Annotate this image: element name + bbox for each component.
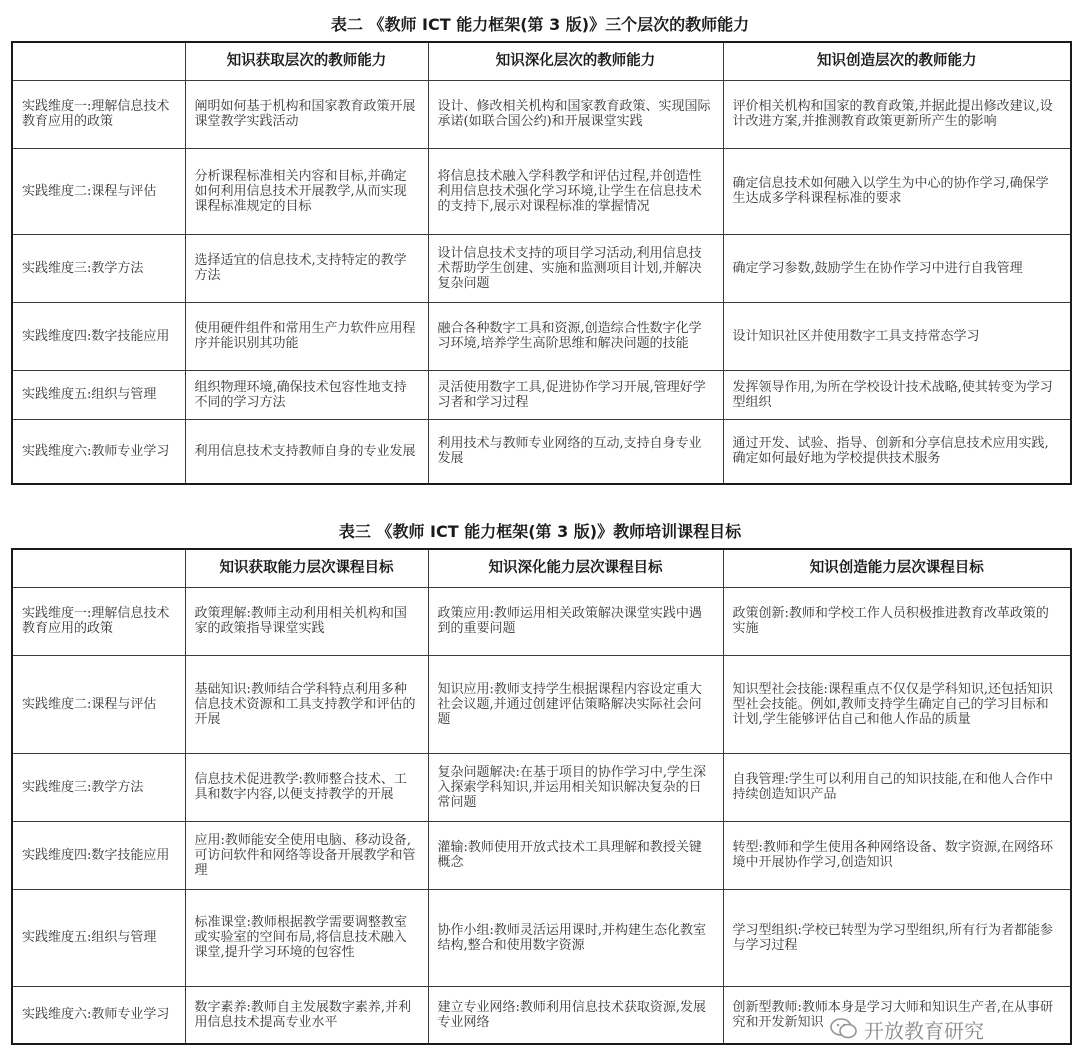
table-cell: 数字素养:教师自主发展数字素养,并利用信息技术提高专业水平 [185,986,428,1044]
row-header-cell: 实践维度五:组织与管理 [12,370,185,419]
table-row [12,370,1071,419]
column-header: 知识获取能力层次课程目标 [185,549,428,587]
table-cell: 选择适宜的信息技术,支持特定的教学方法 [185,234,428,302]
table-cell: 知识应用:教师支持学生根据课程内容设定重大社会议题,并通过创建评估策略解决实际社会问题 [428,655,723,753]
table-cell: 确定信息技术如何融入以学生为中心的协作学习,确保学生达成多学科课程标准的要求 [723,148,1071,234]
table-cell: 复杂问题解决:在基于项目的协作学习中,学生深入探索学科知识,并运用相关知识解决复杂的日常问题 [428,753,723,821]
table-cell: 灵活使用数字工具,促进协作学习开展,管理好学习者和学习过程 [428,370,723,419]
table-cell: 设计、修改相关机构和国家教育政策、实现国际承诺(如联合国公约)和开展课堂实践 [428,80,723,148]
table-cell: 组织物理环境,确保技术包容性地支持不同的学习方法 [185,370,428,419]
header-row [12,42,1071,80]
watermark-text: 开放教育研究 [864,1018,984,1043]
table-row [12,234,1071,302]
table-cell: 自我管理:学生可以利用自己的知识技能,在和他人合作中持续创造知识产品 [723,753,1071,821]
table-cell: 确定学习参数,鼓励学生在协作学习中进行自我管理 [723,234,1071,302]
row-header-cell: 实践维度六:教师专业学习 [12,986,185,1044]
column-header: 知识获取层次的教师能力 [185,42,428,80]
row-header-cell: 实践维度二:课程与评估 [12,655,185,753]
table-cell: 设计知识社区并使用数字工具支持常态学习 [723,302,1071,370]
table-cell: 分析课程标准相关内容和目标,并确定如何利用信息技术开展教学,从而实现课程标准规定的目标 [185,148,428,234]
table3 [11,548,1072,1045]
watermark [830,1010,1070,1048]
table-cell: 设计信息技术支持的项目学习活动,利用信息技术帮助学生创建、实施和监测项目计划,并解决复杂问题 [428,234,723,302]
table-cell: 灌输:教师使用开放式技术工具理解和教授关键概念 [428,821,723,889]
table-cell: 信息技术促进教学:教师整合技术、工具和数字内容,以便支持教学的开展 [185,753,428,821]
table-cell: 应用:教师能安全使用电脑、移动设备,可访问软件和网络等设备开展教学和管理 [185,821,428,889]
table2 [11,41,1072,485]
row-header-cell: 实践维度二:课程与评估 [12,148,185,234]
table-row [12,587,1071,655]
table-cell: 建立专业网络:教师利用信息技术获取资源,发展专业网络 [428,986,723,1044]
table-row [12,148,1071,234]
table-cell: 利用信息技术支持教师自身的专业发展 [185,419,428,484]
table-cell: 利用技术与教师专业网络的互动,支持自身专业发展 [428,419,723,484]
column-header: 知识创造层次的教师能力 [723,42,1071,80]
header-row [12,549,1071,587]
wechat-icon [830,1017,858,1041]
table-row [12,655,1071,753]
table-cell: 将信息技术融入学科教学和评估过程,并创造性利用信息技术强化学习环境,让学生在信息技术的支持下,展示对课程标准的掌握情况 [428,148,723,234]
column-header: 知识深化能力层次课程目标 [428,549,723,587]
column-header: 知识深化层次的教师能力 [428,42,723,80]
row-header-cell: 实践维度一:理解信息技术教育应用的政策 [12,587,185,655]
row-header-cell: 实践维度三:教学方法 [12,753,185,821]
table-row [12,80,1071,148]
row-header-cell: 实践维度四:数字技能应用 [12,302,185,370]
row-header-cell: 实践维度四:数字技能应用 [12,821,185,889]
row-header-cell: 实践维度一:理解信息技术教育应用的政策 [12,80,185,148]
table-cell: 使用硬件组件和常用生产力软件应用程序并能识别其功能 [185,302,428,370]
table-row [12,889,1071,986]
table-cell: 融合各种数字工具和资源,创造综合性数字化学习环境,培养学生高阶思维和解决问题的技能 [428,302,723,370]
table-cell: 知识型社会技能:课程重点不仅仅是学科知识,还包括知识型社会技能。例如,教师支持学生确定自己的学习目标和计划,学生能够评估自己和他人作品的质量 [723,655,1071,753]
table-cell: 标准课堂:教师根据教学需要调整教室或实验室的空间布局,将信息技术融入课堂,提升学习环境的包容性 [185,889,428,986]
table-cell: 评价相关机构和国家的教育政策,并据此提出修改建议,设计改进方案,并推测教育政策更新所产生的影响 [723,80,1071,148]
column-header [12,549,185,587]
row-header-cell: 实践维度五:组织与管理 [12,889,185,986]
table-cell: 政策应用:教师运用相关政策解决课堂实践中遇到的重要问题 [428,587,723,655]
row-header-cell: 实践维度三:教学方法 [12,234,185,302]
table-cell: 政策创新:教师和学校工作人员积极推进教育改革政策的实施 [723,587,1071,655]
table-cell: 转型:教师和学生使用各种网络设备、数字资源,在网络环境中开展协作学习,创造知识 [723,821,1071,889]
table-cell: 学习型组织:学校已转型为学习型组织,所有行为者都能参与学习过程 [723,889,1071,986]
table-cell: 通过开发、试验、指导、创新和分享信息技术应用实践,确定如何最好地为学校提供技术服务 [723,419,1071,484]
row-header-cell: 实践维度六:教师专业学习 [12,419,185,484]
table-cell: 创新型教师:教师本身是学习大师和知识生产者,在从事研究和开发新知识 [723,986,1071,1044]
table-cell: 阐明如何基于机构和国家教育政策开展课堂教学实践活动 [185,80,428,148]
table2-caption: 表二 《教师 ICT 能力框架(第 3 版)》三个层次的教师能力 [330,15,750,34]
table-cell: 发挥领导作用,为所在学校设计技术战略,使其转变为学习型组织 [723,370,1071,419]
table-cell: 基础知识:教师结合学科特点利用多种信息技术资源和工具支持教学和评估的开展 [185,655,428,753]
table-cell: 协作小组:教师灵活运用课时,并构建生态化教室结构,整合和使用数字资源 [428,889,723,986]
table-row [12,753,1071,821]
table-row [12,302,1071,370]
table-row [12,419,1071,484]
column-header [12,42,185,80]
table-row [12,821,1071,889]
table-cell: 政策理解:教师主动利用相关机构和国家的政策指导课堂实践 [185,587,428,655]
table3-caption: 表三 《教师 ICT 能力框架(第 3 版)》教师培训课程目标 [338,522,742,541]
column-header: 知识创造能力层次课程目标 [723,549,1071,587]
